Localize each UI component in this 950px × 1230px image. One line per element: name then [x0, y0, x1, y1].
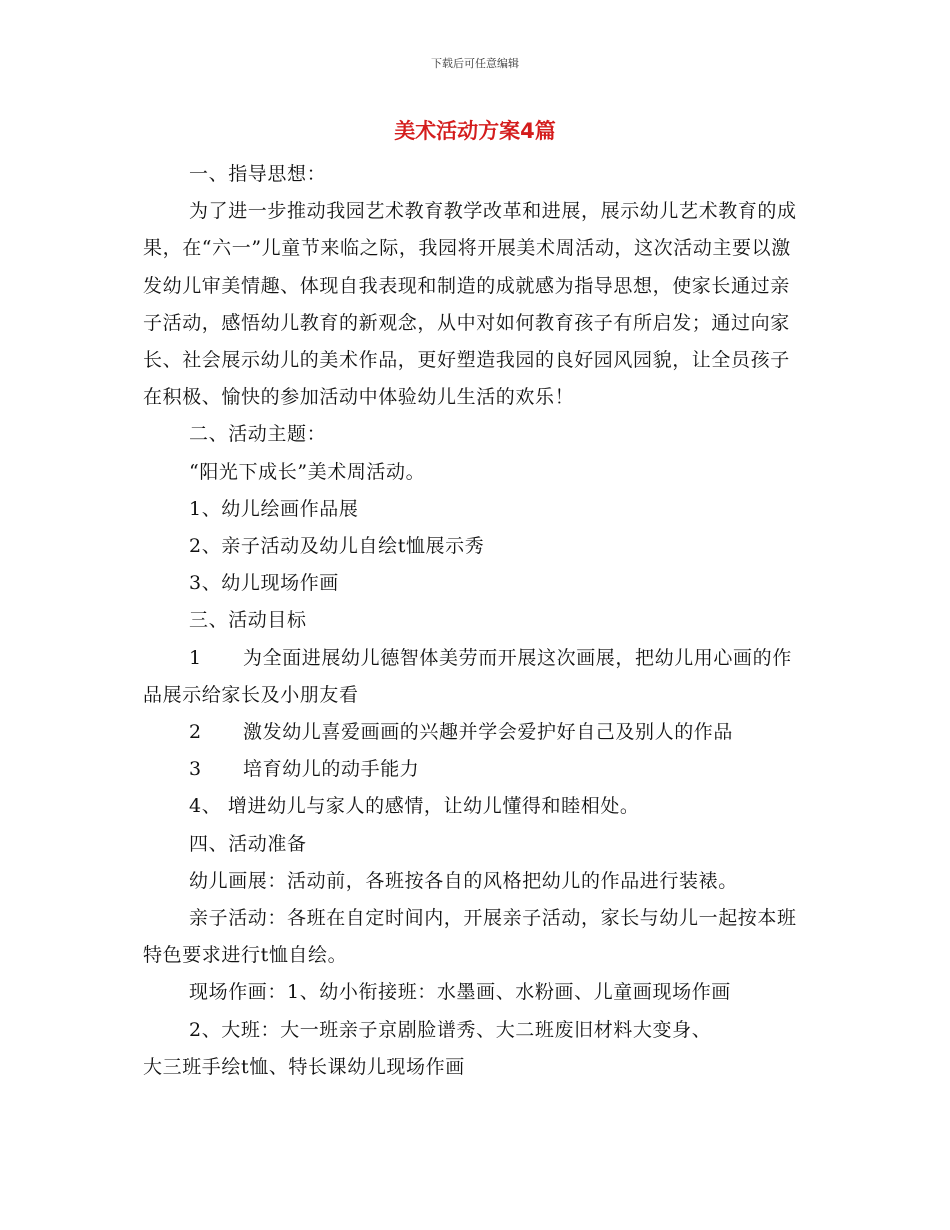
paragraph-live-painting: 现场作画：1、幼小衔接班：水墨画、水粉画、儿童画现场作画 — [189, 981, 731, 1004]
paragraph-theme: “阳光下成长”美术周活动。 — [189, 460, 426, 483]
list-item-theme-1: 1、幼儿绘画作品展 — [189, 497, 359, 520]
paragraph-senior-class-continued: 大三班手绘t恤、特长课幼儿现场作画 — [143, 1055, 465, 1078]
paragraph-senior-class: 2、大班：大一班亲子京剧脸谱秀、大二班废旧材料大变身、 — [189, 1018, 712, 1041]
list-number: 3 — [189, 758, 202, 781]
section-heading-theme: 二、活动主题： — [189, 423, 327, 446]
list-text: 激发幼儿喜爱画画的兴趣并学会爱护好自己及别人的作品 — [243, 721, 734, 744]
paragraph-parent-child: 亲子活动：各班在自定时间内，开展亲子活动，家长与幼儿一起按本班特色要求进行t恤自绘。 — [143, 907, 797, 967]
paragraph-art-exhibition: 幼儿画展：活动前，各班按各自的风格把幼儿的作品进行装裱。 — [189, 869, 738, 892]
paragraph-guiding-thought: 为了进一步推动我园艺术教育教学改革和进展，展示幼儿艺术教育的成果，在“六一”儿童节来临之际，我园将开展美术周活动，这次活动主要以激发幼儿审美情趣、体现自我表现和制造的成就感为指导思想，使家长通过亲子活动，感悟幼儿教育的新观念，从中对如何教育孩子有所启发；通过向家长、社会展示幼儿的美术作品，更好塑造我园的良好园风园貌，让全员孩子在积极、愉快的参加活动中体验幼儿生活的欢乐！ — [143, 200, 797, 409]
document-body — [143, 156, 807, 1086]
section-heading-guiding-thought: 一、指导思想： — [189, 163, 327, 185]
list-text: 为全面进展幼儿德智体美劳而开展这次画展，把幼儿用心画的作品展示给家长及小朋友看 — [143, 646, 792, 706]
list-item-goal-1 — [143, 640, 807, 714]
list-number: 2 — [189, 721, 202, 744]
section-heading-preparation: 四、活动准备 — [189, 832, 307, 855]
list-item-theme-2: 2、亲子活动及幼儿自绘t恤展示秀 — [189, 535, 485, 558]
list-item-goal-3 — [143, 751, 807, 788]
list-item-theme-3: 3、幼儿现场作画 — [189, 572, 339, 595]
list-number: 1 — [189, 646, 202, 669]
section-heading-goals: 三、活动目标 — [189, 609, 307, 632]
list-text: 培育幼儿的动手能力 — [243, 758, 420, 781]
list-item-goal-4: 4、 增进幼儿与家人的感情，让幼儿懂得和睦相处。 — [189, 795, 640, 818]
document-title: 美术活动方案4篇 — [394, 119, 556, 143]
list-item-goal-2 — [143, 714, 807, 751]
header-note: 下载后可任意编辑 — [431, 57, 519, 70]
